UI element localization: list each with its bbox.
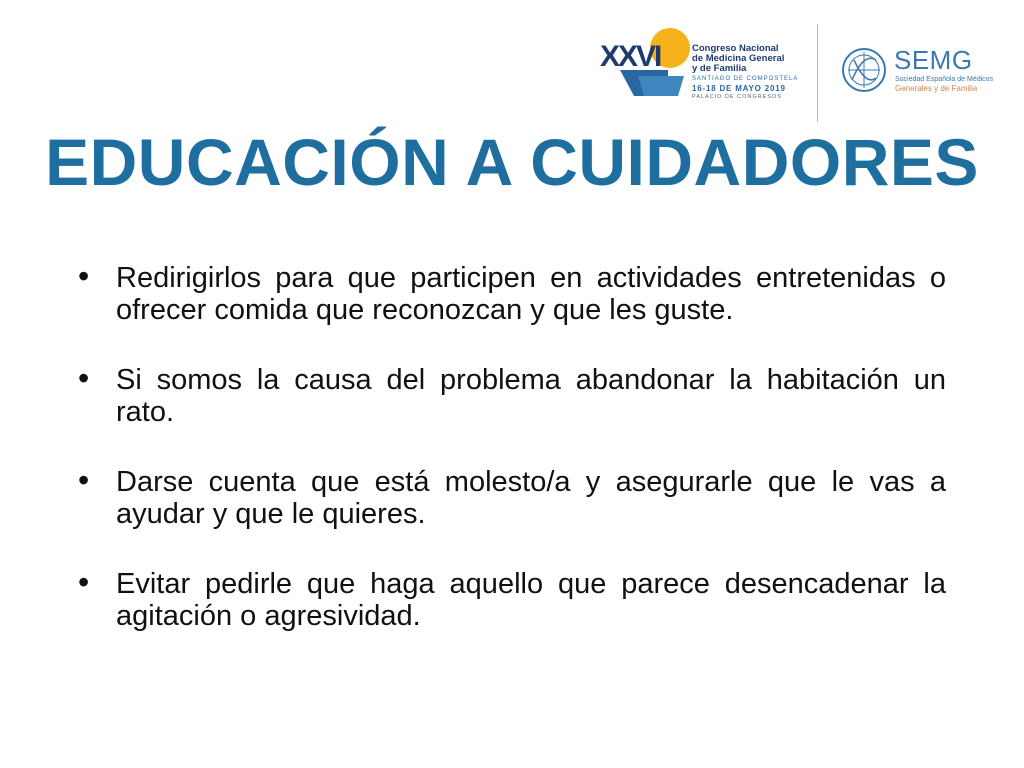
congress-venue: PALACIO DE CONGRESOS bbox=[692, 94, 782, 100]
congress-text bbox=[692, 44, 802, 101]
bullet-dot-icon: • bbox=[78, 258, 90, 294]
congress-title-line-1: Congreso Nacional bbox=[692, 43, 779, 54]
bullet-dot-icon: • bbox=[78, 564, 90, 600]
semg-name: SEMG bbox=[894, 45, 973, 75]
slide-title: EDUCACIÓN A CUIDADORES bbox=[45, 125, 979, 199]
bullet-text: Redirigirlos para que participen en actividades entretenidas o ofrecer comida que reconozcan y que les guste. bbox=[116, 262, 946, 326]
logo-divider bbox=[817, 24, 818, 122]
congress-title-line-2: de Medicina General bbox=[692, 53, 785, 64]
bullet-text: Evitar pedirle que haga aquello que parece desencadenar la agitación o agresividad. bbox=[116, 568, 946, 632]
bullet-item bbox=[76, 258, 946, 326]
bullet-text: Si somos la causa del problema abandonar la habitación un rato. bbox=[116, 364, 946, 428]
congress-logo bbox=[598, 26, 798, 106]
bullet-text: Darse cuenta que está molesto/a y asegurarle que le vas a ayudar y que le quieres. bbox=[116, 466, 946, 530]
semg-logo bbox=[840, 44, 994, 100]
congress-emblem-icon bbox=[598, 26, 690, 98]
bullet-item bbox=[76, 360, 946, 428]
bullet-item bbox=[76, 564, 946, 632]
bullet-item bbox=[76, 462, 946, 530]
bullet-list bbox=[76, 258, 946, 670]
congress-title-line-3: y de Familia bbox=[692, 63, 747, 74]
semg-subtitle-2: Generales y de Familia bbox=[895, 84, 978, 93]
bullet-dot-icon: • bbox=[78, 360, 90, 396]
svg-text:XXVI: XXVI bbox=[600, 40, 661, 73]
semg-emblem-icon bbox=[840, 46, 888, 94]
congress-place: SANTIAGO DE COMPOSTELA bbox=[692, 76, 799, 82]
semg-subtitle-1: Sociedad Española de Médicos bbox=[895, 76, 994, 83]
congress-dates: 16-18 DE MAYO 2019 bbox=[692, 84, 786, 93]
bullet-dot-icon: • bbox=[78, 462, 90, 498]
